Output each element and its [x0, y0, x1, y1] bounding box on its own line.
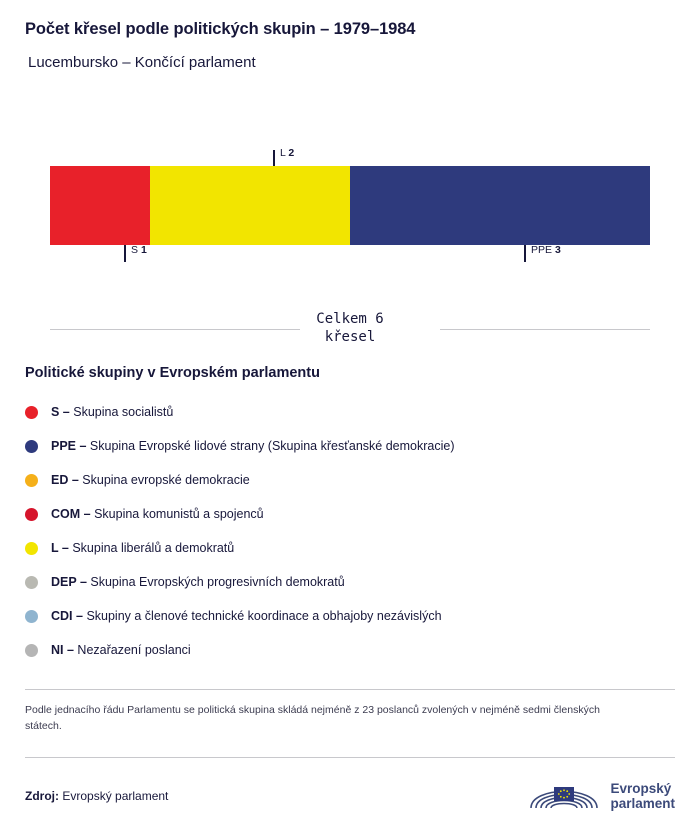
legend-label-l	[51, 541, 234, 555]
tick-ppe	[524, 245, 526, 262]
tick-l	[273, 150, 275, 166]
parliament-hemicycle-icon	[527, 774, 601, 819]
legend-item-ppe[interactable]	[25, 429, 675, 463]
callout-l-value: 2	[288, 147, 295, 159]
legend-color-dot-s	[25, 406, 38, 419]
page-title: Počet křesel podle politických skupin – 1979–1984	[25, 20, 416, 38]
legend-item-l[interactable]	[25, 531, 675, 565]
legend-abbr-com: COM –	[51, 507, 91, 521]
total-text	[25, 311, 675, 346]
legend-label-cdi	[51, 609, 442, 623]
legend	[25, 395, 675, 667]
legend-item-dep[interactable]	[25, 565, 675, 599]
callout-s-value: 1	[140, 244, 147, 256]
logo-line2: parlament	[610, 796, 675, 812]
legend-label-s	[51, 405, 173, 419]
legend-title: Politické skupiny v Evropském parlamentu	[25, 365, 320, 381]
bar-segment-ppe[interactable]	[350, 166, 650, 245]
total-line2: křesel	[324, 328, 376, 345]
legend-label-dep	[51, 575, 345, 589]
legend-item-com[interactable]	[25, 497, 675, 531]
legend-desc-com: Skupina komunistů a spojenců	[94, 507, 264, 521]
total-line1: Celkem 6	[316, 311, 384, 327]
legend-desc-dep: Skupina Evropských progresivních demokratů	[90, 575, 345, 589]
source-row	[25, 774, 675, 819]
legend-color-dot-l	[25, 542, 38, 555]
footnote-divider	[25, 689, 675, 690]
seats-chart	[25, 139, 675, 259]
legend-item-ni[interactable]	[25, 633, 675, 667]
page-subtitle: Lucembursko – Končící parlament	[28, 54, 256, 71]
callout-s	[131, 244, 147, 256]
callout-ppe-code: PPE	[531, 244, 553, 256]
callout-l-code: L	[280, 147, 286, 159]
source-label: Zdroj:	[25, 789, 59, 804]
legend-abbr-s: S –	[51, 405, 70, 419]
callout-ppe-value: 3	[554, 244, 561, 256]
logo-line1: Evropský	[610, 780, 672, 796]
legend-desc-ni: Nezařazení poslanci	[77, 643, 191, 657]
source-value: Evropský parlament	[62, 789, 169, 804]
callout-s-code: S	[131, 244, 139, 256]
tick-s	[124, 245, 126, 262]
legend-item-cdi[interactable]	[25, 599, 675, 633]
legend-label-ni	[51, 643, 191, 657]
stacked-bar	[50, 166, 650, 245]
legend-desc-s: Skupina socialistů	[73, 405, 174, 419]
total-seats	[25, 311, 675, 351]
legend-color-dot-ppe	[25, 440, 38, 453]
legend-abbr-ppe: PPE –	[51, 439, 87, 453]
legend-color-dot-ni	[25, 644, 38, 657]
legend-desc-l: Skupina liberálů a demokratů	[72, 541, 235, 555]
legend-abbr-cdi: CDI –	[51, 609, 83, 623]
legend-color-dot-cdi	[25, 610, 38, 623]
source-divider	[25, 757, 675, 758]
legend-abbr-l: L –	[51, 541, 69, 555]
european-parliament-logo	[527, 774, 675, 819]
legend-color-dot-dep	[25, 576, 38, 589]
callout-ppe	[531, 244, 561, 256]
logo-text	[610, 781, 675, 812]
legend-abbr-dep: DEP –	[51, 575, 87, 589]
footnote-text: Podle jednacího řádu Parlamentu se politická skupina skládá nejméně z 23 poslanců zvolených v nejméně sedmi členských státech.	[25, 704, 600, 733]
legend-abbr-ed: ED –	[51, 473, 79, 487]
legend-item-ed[interactable]	[25, 463, 675, 497]
legend-label-com	[51, 507, 264, 521]
legend-desc-cdi: Skupiny a členové technické koordinace a obhajoby nezávislých	[86, 609, 442, 623]
legend-label-ed	[51, 473, 250, 487]
callout-l	[280, 147, 294, 159]
legend-abbr-ni: NI –	[51, 643, 74, 657]
legend-desc-ed: Skupina evropské demokracie	[82, 473, 250, 487]
source	[25, 789, 168, 803]
legend-label-ppe	[51, 439, 455, 453]
legend-item-s[interactable]	[25, 395, 675, 429]
legend-color-dot-ed	[25, 474, 38, 487]
legend-color-dot-com	[25, 508, 38, 521]
bar-segment-l[interactable]	[150, 166, 350, 245]
legend-desc-ppe: Skupina Evropské lidové strany (Skupina křesťanské demokracie)	[89, 439, 455, 453]
bar-segment-s[interactable]	[50, 166, 150, 245]
